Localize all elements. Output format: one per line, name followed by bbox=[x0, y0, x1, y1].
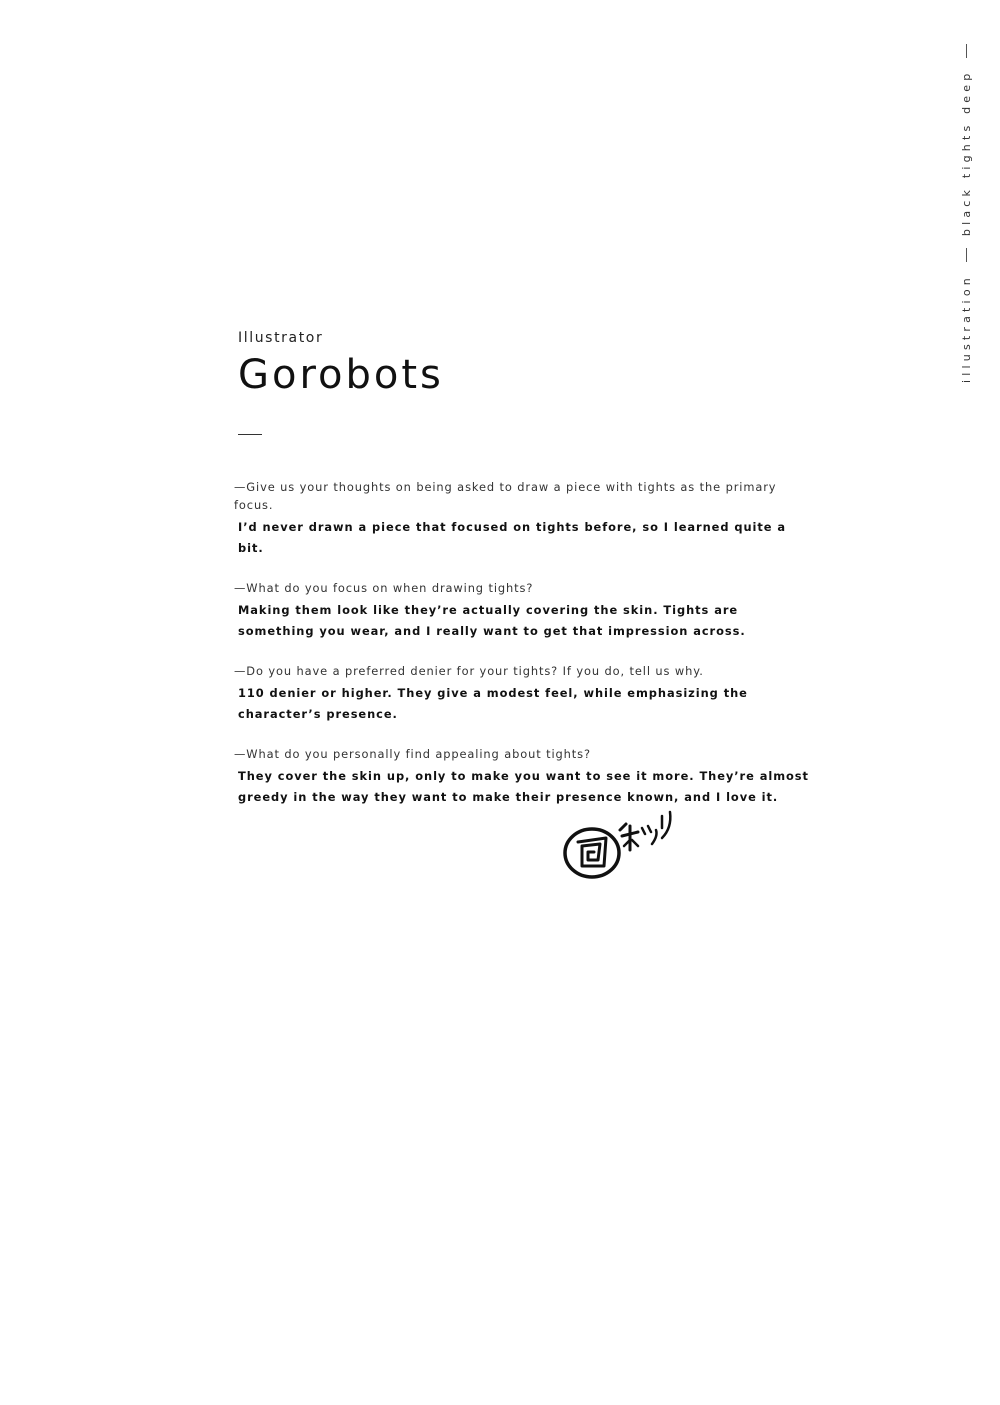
interview-list bbox=[234, 478, 814, 828]
sidebar-section: illustration bbox=[960, 274, 973, 383]
signature-drawing bbox=[560, 806, 680, 886]
sidebar-label bbox=[960, 44, 973, 383]
signature-stroke bbox=[632, 840, 638, 846]
interview-item bbox=[234, 579, 814, 641]
artist-signature-icon bbox=[560, 806, 680, 886]
interview-question: —Do you have a preferred denier for your tights? If you do, tell us why. bbox=[234, 664, 704, 678]
profile-role: Illustrator bbox=[238, 330, 324, 346]
interview-question: —Give us your thoughts on being asked to draw a piece with tights as the primary focus. bbox=[234, 480, 777, 512]
signature-stroke bbox=[620, 824, 626, 830]
interview-question: —What do you focus on when drawing tights? bbox=[234, 581, 534, 595]
interview-answer: 110 denier or higher. They give a modest feel, while emphasizing the character’s presence. bbox=[238, 686, 748, 721]
section-divider bbox=[238, 434, 262, 435]
vertical-sidebar bbox=[946, 69, 974, 390]
signature-mark bbox=[578, 838, 606, 866]
interview-answer: They cover the skin up, only to make you want to see it more. They’re almost greedy in the way they want to make their presence known, and I love it. bbox=[238, 769, 809, 804]
interview-answer: I’d never drawn a piece that focused on tights before, so I learned quite a bit. bbox=[238, 520, 787, 555]
signature-stroke bbox=[642, 828, 645, 834]
interview-item bbox=[234, 662, 814, 724]
sidebar-divider bbox=[966, 248, 967, 262]
signature-stroke bbox=[648, 826, 651, 832]
profile-name: Gorobots bbox=[238, 352, 444, 398]
interview-item bbox=[234, 478, 814, 558]
profile-header bbox=[238, 330, 444, 398]
interview-answer: Making them look like they’re actually covering the skin. Tights are something you wear, and I really want to get that impression across. bbox=[238, 603, 746, 638]
interview-question: —What do you personally find appealing about tights? bbox=[234, 747, 591, 761]
signature-stroke bbox=[652, 830, 657, 844]
interview-item bbox=[234, 745, 814, 807]
sidebar-title: black tights deep bbox=[960, 69, 973, 237]
sidebar-divider-end bbox=[966, 44, 967, 58]
